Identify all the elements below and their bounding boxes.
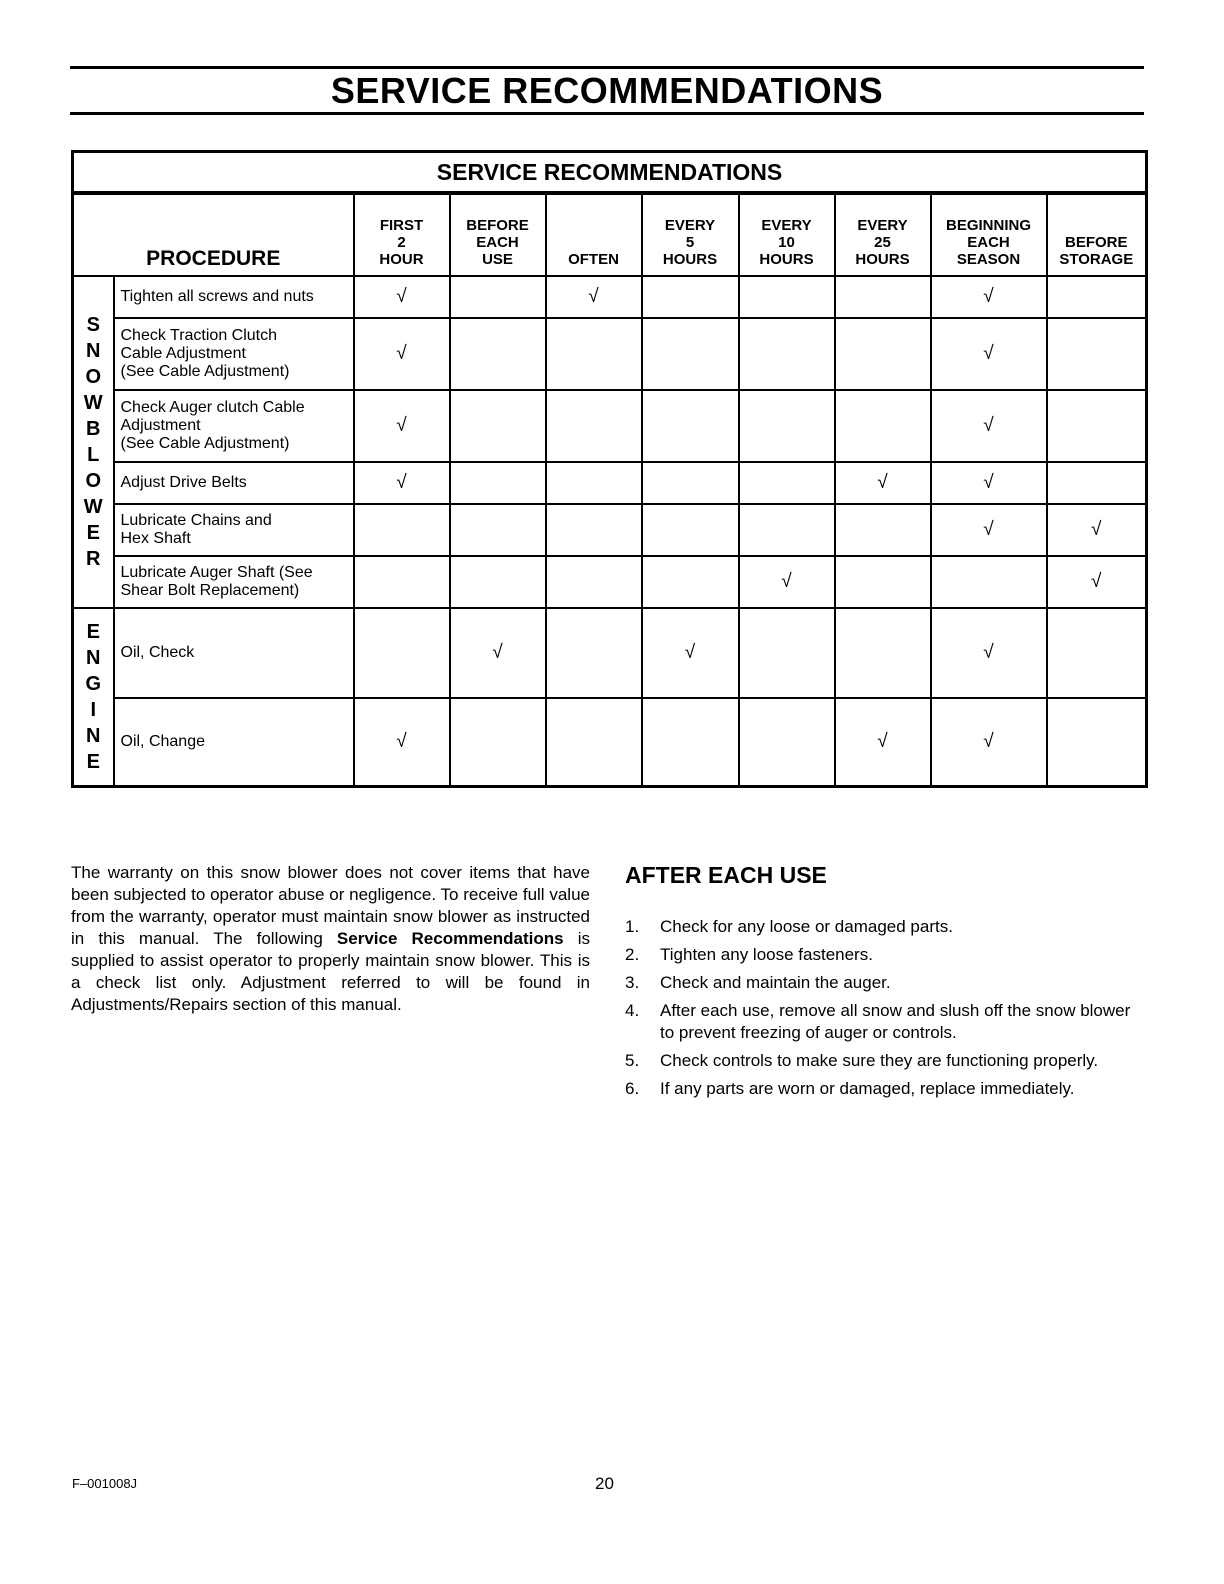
check-mark: √ xyxy=(983,519,994,540)
schedule-cell xyxy=(450,318,546,390)
procedure-cell xyxy=(114,462,354,504)
group-label-letter: I xyxy=(90,698,97,721)
schedule-cell xyxy=(354,390,450,462)
group-label-engine xyxy=(73,608,114,786)
list-item-number: 3. xyxy=(625,973,640,992)
column-header-line: 2 xyxy=(397,234,406,251)
procedure-text: Oil, Change xyxy=(120,732,205,750)
column-header-line: BEFORE xyxy=(1065,234,1128,251)
schedule-cell xyxy=(450,556,546,608)
group-label-letter: R xyxy=(86,548,101,570)
schedule-cell xyxy=(546,504,642,556)
schedule-cell xyxy=(642,390,739,462)
list-item xyxy=(625,972,1145,994)
check-mark: √ xyxy=(1091,571,1102,592)
schedule-cell xyxy=(450,608,546,698)
schedule-cell xyxy=(546,608,642,698)
schedule-cell xyxy=(739,276,835,318)
schedule-cell xyxy=(835,608,931,698)
group-label-letter: S xyxy=(86,314,100,336)
group-label-letter: O xyxy=(85,470,102,492)
procedure-cell xyxy=(114,390,354,462)
table-body xyxy=(73,276,1147,786)
list-item-text: If any parts are worn or damaged, replace immediately. xyxy=(660,1079,1075,1098)
warranty-text-2: is supplied to assist operator to properly maintain snow blower. This is a check list only. Adjustment referred to will be found in Adjustments/Repairs section of this manual. xyxy=(71,929,591,1014)
list-item xyxy=(625,1050,1145,1072)
procedure-cell xyxy=(114,556,354,608)
group-label-letter: B xyxy=(86,418,101,440)
check-mark: √ xyxy=(396,472,407,493)
column-header xyxy=(354,193,450,276)
list-item-number: 5. xyxy=(625,1051,640,1070)
procedure-text: Adjust Drive Belts xyxy=(120,474,247,491)
schedule-cell xyxy=(354,276,450,318)
check-mark: √ xyxy=(1091,519,1102,540)
column-header-line: 10 xyxy=(778,234,795,251)
list-item-text: Tighten any loose fasteners. xyxy=(660,945,873,964)
table-row xyxy=(73,608,1147,698)
page-title: SERVICE RECOMMENDATIONS xyxy=(330,70,884,111)
column-header-line: HOUR xyxy=(379,251,424,268)
table-row xyxy=(73,698,1147,786)
check-mark: √ xyxy=(588,286,599,307)
schedule-cell xyxy=(642,556,739,608)
procedure-text: (See Cable Adjustment) xyxy=(120,363,290,380)
list-item-text: Check and maintain the auger. xyxy=(660,973,891,992)
column-header-line: USE xyxy=(482,251,513,268)
schedule-cell xyxy=(546,318,642,390)
check-mark: √ xyxy=(983,642,994,663)
group-label-letter: N xyxy=(86,646,101,669)
table-title: SERVICE RECOMMENDATIONS xyxy=(73,152,1147,194)
schedule-cell xyxy=(354,556,450,608)
procedure-text: Oil, Check xyxy=(120,644,195,661)
list-item xyxy=(625,1000,1145,1044)
check-mark: √ xyxy=(396,343,407,364)
column-header xyxy=(835,193,931,276)
list-item-number: 6. xyxy=(625,1079,640,1098)
after-each-use-heading: AFTER EACH USE xyxy=(625,862,827,888)
column-header-line: HOURS xyxy=(759,251,814,268)
schedule-cell xyxy=(354,318,450,390)
schedule-cell xyxy=(354,698,450,786)
list-item-number: 1. xyxy=(625,917,640,936)
column-header-line: 5 xyxy=(685,234,695,251)
list-item-text: After each use, remove all snow and slush off the snow blower to prevent freezing of auger or controls. xyxy=(660,1001,1131,1042)
list-item-number: 4. xyxy=(625,1001,640,1020)
column-header xyxy=(642,193,739,276)
list-item xyxy=(625,944,1145,966)
procedure-text: Cable Adjustment xyxy=(120,345,246,362)
column-header-line: OFTEN xyxy=(568,251,619,268)
procedure-text: Lubricate Chains and xyxy=(120,512,272,529)
schedule-cell xyxy=(835,504,931,556)
column-header-line: BEFORE xyxy=(466,217,529,234)
check-mark: √ xyxy=(877,730,888,752)
list-item xyxy=(625,916,1145,938)
check-mark: √ xyxy=(684,642,696,663)
schedule-cell xyxy=(1047,318,1147,390)
schedule-cell xyxy=(642,276,739,318)
schedule-cell xyxy=(739,504,835,556)
procedure-text: (See Cable Adjustment) xyxy=(120,435,290,452)
column-header-line: STORAGE xyxy=(1059,251,1134,268)
list-item-number: 2. xyxy=(625,945,640,964)
procedure-text: Tighten all screws and nuts xyxy=(120,288,314,305)
schedule-cell xyxy=(1047,276,1147,318)
procedure-header: PROCEDURE xyxy=(73,193,354,276)
schedule-cell xyxy=(450,504,546,556)
schedule-cell xyxy=(1047,556,1147,608)
schedule-cell xyxy=(739,698,835,786)
column-header-line: EACH xyxy=(476,234,519,251)
schedule-cell xyxy=(1047,504,1147,556)
schedule-cell xyxy=(642,698,739,786)
table-row xyxy=(73,276,1147,318)
schedule-cell xyxy=(1047,390,1147,462)
schedule-cell xyxy=(546,698,642,786)
column-header-line: HOURS xyxy=(662,251,718,268)
schedule-cell xyxy=(546,276,642,318)
schedule-cell xyxy=(642,462,739,504)
column-header xyxy=(739,193,835,276)
check-mark: √ xyxy=(877,472,888,493)
warranty-bold-term: Service Recommendations xyxy=(336,929,564,948)
schedule-cell xyxy=(835,462,931,504)
schedule-cell xyxy=(835,318,931,390)
schedule-cell xyxy=(642,504,739,556)
schedule-cell xyxy=(835,556,931,608)
column-header xyxy=(931,193,1047,276)
table-row xyxy=(73,504,1147,556)
check-mark: √ xyxy=(983,415,994,436)
column-header-line: 25 xyxy=(874,234,891,251)
group-label-snowblower xyxy=(73,276,114,608)
table-row xyxy=(73,462,1147,504)
group-label-letter: G xyxy=(85,672,102,695)
column-header-line: BEGINNING xyxy=(945,217,1031,234)
check-mark: √ xyxy=(396,415,407,436)
schedule-cell xyxy=(546,390,642,462)
schedule-cell xyxy=(546,556,642,608)
schedule-cell xyxy=(931,318,1047,390)
top-rule xyxy=(70,66,1144,69)
schedule-cell xyxy=(739,462,835,504)
column-header xyxy=(1047,193,1147,276)
column-header xyxy=(546,193,642,276)
column-header-line: EVERY xyxy=(857,217,908,234)
schedule-cell xyxy=(835,698,931,786)
table-header-row xyxy=(73,193,1147,276)
group-label-letter: N xyxy=(86,724,101,747)
schedule-cell xyxy=(931,462,1047,504)
list-item-text: Check for any loose or damaged parts. xyxy=(660,917,953,936)
service-recommendations-table xyxy=(71,150,1148,788)
group-label-letter: E xyxy=(86,522,100,544)
schedule-cell xyxy=(450,276,546,318)
schedule-cell xyxy=(931,608,1047,698)
group-label-letter: L xyxy=(87,444,100,466)
schedule-cell xyxy=(931,390,1047,462)
group-label-letter: W xyxy=(83,392,103,414)
check-mark: √ xyxy=(396,730,407,752)
schedule-cell xyxy=(354,608,450,698)
warranty-text-1: The warranty on this snow blower does not cover items that have been subjected to operator abuse or negligence. To receive full value from the warranty, operator must maintain snow blower as instructed in this manual. The following xyxy=(71,863,590,948)
schedule-cell xyxy=(450,698,546,786)
check-mark: √ xyxy=(983,343,994,364)
group-label-letter: E xyxy=(86,620,100,643)
schedule-cell xyxy=(1047,698,1147,786)
schedule-cell xyxy=(739,318,835,390)
schedule-cell xyxy=(546,462,642,504)
schedule-cell xyxy=(739,556,835,608)
list-item-text: Check controls to make sure they are functioning properly. xyxy=(660,1051,1099,1070)
check-mark: √ xyxy=(983,286,994,307)
check-mark: √ xyxy=(492,642,503,663)
group-label-letter: W xyxy=(83,496,103,518)
schedule-cell xyxy=(835,276,931,318)
after-each-use-list xyxy=(625,916,1145,1106)
column-header-line: SEASON xyxy=(956,251,1021,268)
schedule-cell xyxy=(931,698,1047,786)
schedule-cell xyxy=(931,504,1047,556)
schedule-cell xyxy=(450,462,546,504)
procedure-text: Check Traction Clutch xyxy=(120,327,278,344)
schedule-cell xyxy=(739,608,835,698)
group-label-letter: O xyxy=(85,366,102,388)
column-header-line: EVERY xyxy=(761,217,812,234)
schedule-cell xyxy=(642,318,739,390)
schedule-cell xyxy=(642,608,739,698)
column-header-line: HOURS xyxy=(855,251,910,268)
procedure-text: Check Auger clutch Cable xyxy=(120,399,305,416)
group-label-letter: N xyxy=(86,340,101,362)
page-number: 20 xyxy=(595,1474,614,1493)
schedule-cell xyxy=(1047,462,1147,504)
title-underline xyxy=(70,112,1144,115)
schedule-cell xyxy=(835,390,931,462)
schedule-cell xyxy=(739,390,835,462)
procedure-text: Hex Shaft xyxy=(120,530,191,547)
schedule-cell xyxy=(1047,608,1147,698)
procedure-text: Adjustment xyxy=(120,417,201,434)
schedule-cell xyxy=(931,276,1047,318)
procedure-cell xyxy=(114,698,354,786)
column-header-line: EVERY xyxy=(664,217,716,234)
procedure-cell xyxy=(114,318,354,390)
table-row xyxy=(73,556,1147,608)
list-item xyxy=(625,1078,1145,1100)
check-mark: √ xyxy=(396,286,407,307)
procedure-cell xyxy=(114,276,354,318)
check-mark: √ xyxy=(781,571,792,592)
procedure-text: Shear Bolt Replacement) xyxy=(120,582,300,599)
group-label-letter: E xyxy=(86,750,100,773)
table-row xyxy=(73,390,1147,462)
schedule-cell xyxy=(931,556,1047,608)
check-mark: √ xyxy=(983,472,994,493)
procedure-cell xyxy=(114,608,354,698)
procedure-text: Lubricate Auger Shaft (See xyxy=(120,564,313,581)
schedule-cell xyxy=(354,462,450,504)
column-header-line: FIRST xyxy=(379,217,424,234)
check-mark: √ xyxy=(983,730,994,752)
schedule-cell xyxy=(450,390,546,462)
table-row xyxy=(73,318,1147,390)
warranty-paragraph xyxy=(71,862,590,1016)
column-header-line: EACH xyxy=(967,234,1010,251)
schedule-cell xyxy=(354,504,450,556)
document-code: F–001008J xyxy=(72,1476,138,1491)
column-header xyxy=(450,193,546,276)
procedure-cell xyxy=(114,504,354,556)
